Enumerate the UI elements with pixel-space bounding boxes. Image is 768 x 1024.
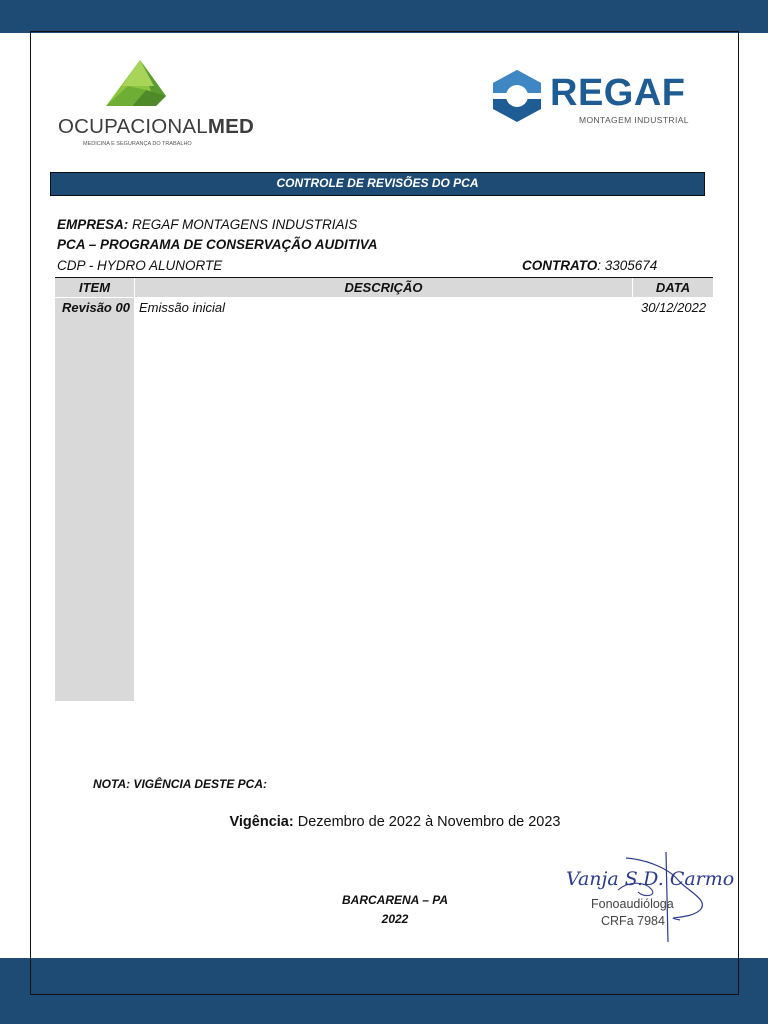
- location-year: 2022: [381, 912, 409, 926]
- ocupacional-tagline: MEDICINA E SEGURANÇA DO TRABALHO: [83, 141, 192, 147]
- pyramid-logo-icon: [106, 56, 186, 112]
- nota-vigencia: NOTA: VIGÊNCIA DESTE PCA:: [93, 777, 268, 791]
- signature-name: Vanja S.D. Carmo: [566, 868, 735, 890]
- regaf-wordmark: REGAF: [550, 72, 686, 114]
- ocupacional-med-logo: [58, 56, 255, 156]
- header-item: ITEM: [55, 278, 134, 297]
- contrato-value: : 3305674: [597, 258, 658, 273]
- ocupacional-wordmark: OCUPACIONALMED: [58, 115, 255, 138]
- contrato-line: [522, 258, 657, 273]
- location-city: BARCARENA – PA: [341, 893, 448, 907]
- hexagon-nut-icon: [490, 68, 544, 124]
- row-descricao: Emissão inicial: [139, 300, 225, 315]
- header-data: DATA: [633, 278, 713, 297]
- document-title: CONTROLE DE REVISÕES DO PCA: [50, 172, 705, 196]
- contrato-label: CONTRATO: [522, 258, 598, 273]
- vigencia-label: Vigência:: [229, 814, 294, 830]
- header-descricao: DESCRIÇÃO: [135, 278, 632, 297]
- vigencia-value: Dezembro de 2022 à Novembro de 2023: [293, 814, 561, 830]
- vigencia-line: [0, 814, 768, 830]
- row-item: Revisão 00: [62, 300, 130, 315]
- top-band: [0, 0, 768, 33]
- row-data: 30/12/2022: [641, 300, 707, 315]
- regaf-logo: [490, 68, 690, 128]
- regaf-tagline: MONTAGEM INDUSTRIAL: [579, 115, 689, 125]
- item-column-shade: [55, 298, 134, 701]
- empresa-line: [57, 217, 357, 232]
- program-title: PCA – PROGRAMA DE CONSERVAÇÃO AUDITIVA: [57, 237, 378, 252]
- signature-registry: CRFa 7984: [601, 914, 665, 928]
- signature-role: Fonoaudióloga: [591, 897, 674, 911]
- site-name: CDP - HYDRO ALUNORTE: [57, 258, 223, 273]
- empresa-label: EMPRESA:: [57, 217, 129, 232]
- signature-block: [560, 850, 735, 945]
- empresa-value: REGAF MONTAGENS INDUSTRIAIS: [128, 217, 358, 232]
